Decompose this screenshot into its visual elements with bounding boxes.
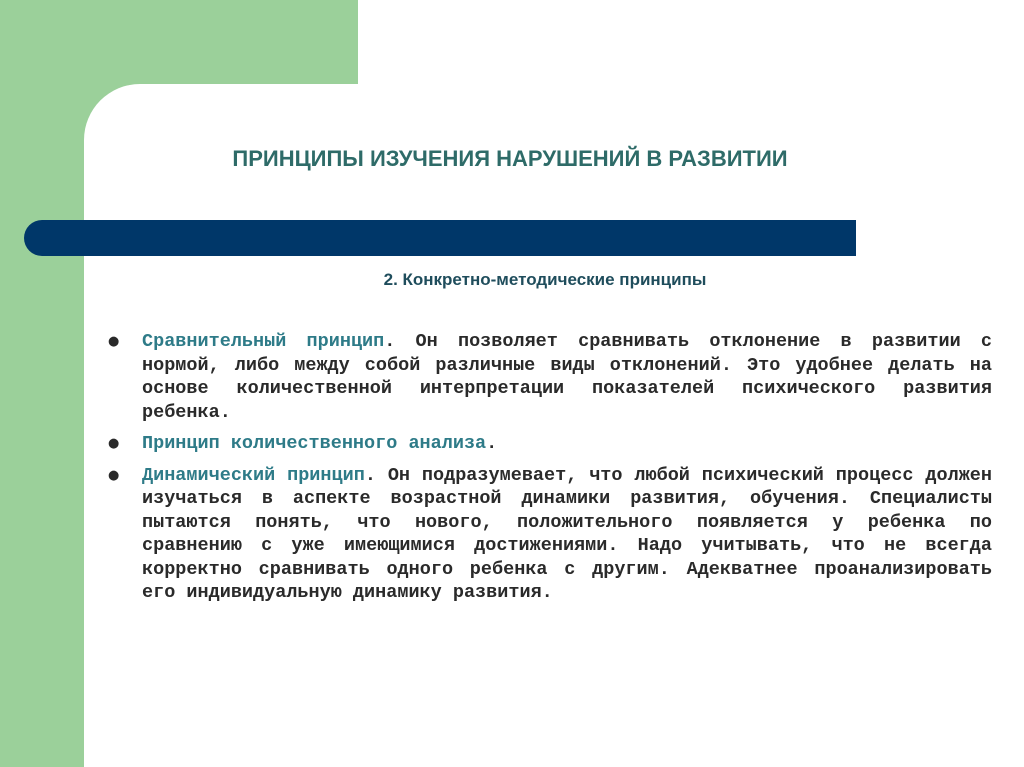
list-item <box>108 432 992 456</box>
principle-term: Принцип количественного анализа <box>142 433 487 454</box>
principle-text: . <box>486 433 498 454</box>
principles-list <box>108 330 992 613</box>
principle-term: Сравнительный принцип <box>142 331 385 352</box>
title-divider-bar <box>24 220 856 256</box>
principle-text: . Он позволяет сравнивать отклонение в развитии с нормой, либо между собой различные виды отклонений. Это удобнее делать на основе количественной интерпретации показателей психического развития ребенка. <box>142 331 992 423</box>
principle-term: Динамический принцип <box>142 464 365 486</box>
top-white-strip <box>358 0 1024 84</box>
slide-title: ПРИНЦИПЫ ИЗУЧЕНИЯ НАРУШЕНИЙ В РАЗВИТИИ <box>232 146 788 171</box>
list-item <box>108 464 992 605</box>
bullet-icon: ● <box>108 467 120 483</box>
principle-text: . Он подразумевает, что любой психический процесс должен изучаться в аспекте возрастной динамики развития, обучения. Специалисты пытаются понять, что нового, положительного появляется у ребенка по сравнению с уже имеющимися достижениями. Надо учитывать, что не всегда корректно сравнивать одного ребенка с другим. Адекватнее проанализировать его индивидуальную динамику развития. <box>142 464 992 603</box>
list-item <box>108 330 992 424</box>
bullet-icon: ● <box>108 334 120 349</box>
slide-subtitle: 2. Конкретно-методические принципы <box>383 270 707 289</box>
bullet-icon: ● <box>108 436 120 451</box>
